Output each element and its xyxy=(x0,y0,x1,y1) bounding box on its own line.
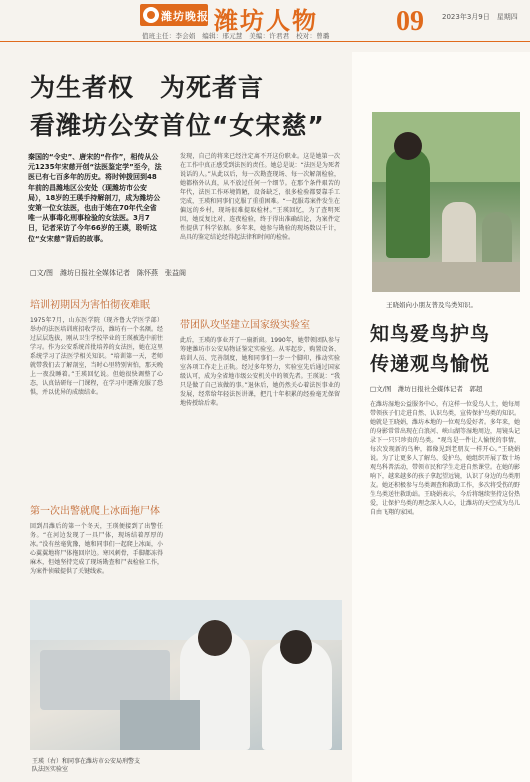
masthead xyxy=(0,0,530,40)
subhead-laboratory: 带团队攻坚建立国家级实验室 xyxy=(180,320,310,331)
body-column-1b: 回到昌潍后的第一个冬天，王瑛便接到了出警任务。“在河边发现了一具尸体，现场结着厚厚的冰。”没有丝毫犹豫，她和同事们一起爬上冰面，小心翼翼地将尸体拖回岸边。寒风刺骨，手脚都冻得麻木，但她坚持完成了现场勘查和尸表检验工作，为案件侦破提供了关键线索。 xyxy=(30,523,163,575)
header-divider xyxy=(0,41,530,42)
edition-date: 2023年3月9日 星期四 xyxy=(442,13,518,21)
right-byline: □文/图 潍坊日报社全媒体记者 郭超 xyxy=(370,385,483,393)
page-number: 09 xyxy=(396,6,424,37)
subhead-first-call: 第一次出警就爬上冰面拖尸体 xyxy=(30,506,160,517)
main-headline-line2: 看潍坊公安首位“女宋慈” xyxy=(30,111,325,140)
body-column-2b: 此后，王瑛的事业开了一扇新窗。1990年，她带领团队参与筹建潍坊市公安局物证鉴定实验室。从零起步，购置设备、培训人员、完善制度，她和同事们一步一个脚印，推动实验室各项工作走上正轨。经过多年努力，实验室先后通过国家级认可，成为全省地市级公安机关中的领先者。王瑛说：“我只是做了自己该做的事。”退休后，她仍然关心着法医事业的发展，经常给年轻法医讲课，把几十年积累的经验毫无保留地传授给后辈。 xyxy=(180,337,340,407)
section-title: 潍坊人物 xyxy=(214,7,318,35)
lead-text: 秦国的“令史”、唐宋的“仵作”，相传从公元1235年宋慈开创“法医鉴定学”至今，法医已有七百多年的历史。将时钟拨回到48年前的昌潍地区公安处（现潍坊市公安局），18岁的王瑛手持解剖刀，成为潍坊公安第一位女法医，也由于她在70年代全省唯一从事毒化刑事检验的女法医。3月7日，记者采访了今年66岁的王瑛，聆听这位“女宋慈”背后的故事。 xyxy=(28,153,162,243)
right-headline-line2: 传递观鸟愉悦 xyxy=(370,353,491,375)
body-column-1: 1975年7月，山东医学院（现齐鲁大学医学部）举办的法医培训班招收学员，潍坊有一个名额。经过层层选拔，刚从卫生学校毕业的王瑛被选中前往学习。作为公安系统首批培养的女法医，她在这里系统学习了法医学相关知识。“培训第一天，老师就带我们去了解剖室，当时心里特别害怕，那天晚上一夜没睡着。”王瑛回忆说。但她很快调整了心态，认真钻研每一门课程，在学习中逐渐克服了恐惧，并以优异的成绩结业。 xyxy=(30,317,163,396)
newspaper-logo xyxy=(140,4,208,26)
body-column-2: 发现，自己的将来已经注定离不开这份职业。这是她第一次在工作中真正感受到法医的责任。她总是说：“法医是为死者说话的人。”从此以后，每一次勘查现场、每一次解剖检验，她都格外认真，从不放过任何一个细节。在那个条件艰苦的年代，法医工作环境简陋，设备缺乏，很多检验都要靠手工完成，王瑛和同事们克服了重重困难。“一起服毒案件发生在偏远的乡村，现场很难提取检材。”王瑛回忆，为了查明死因，她反复比对、连夜检验，终于得出准确结论，为案件定性提供了科学依据。多年来，她参与勘验的现场数以千计，出具的鉴定结论经得起法律和时间的检验。 xyxy=(180,153,340,241)
right-body: 在潍坊湿地公益服务中心，有这样一位爱鸟人士，她每周带领孩子们走进自然、认识鸟类，宣传保护鸟类的知识。她就是王晓娟，潍坊本地的一位观鸟爱好者。多年来，她的身影常常出现在白浪河、峡山湖等湿地周边，用镜头记录下一只只珍贵的鸟类。“观鸟是一件让人愉悦的事情，每次发现新的鸟种，都像见到老朋友一样开心。”王晓娟说。为了让更多人了解鸟、爱护鸟，她组织开展了数十场观鸟科普活动，带领市民和学生走进自然课堂。在她的影响下，越来越多的孩子拿起望远镜，认识了身边的鸟类朋友。她还积极参与鸟类调查和救助工作，多次将受伤的野生鸟类送往救助站。王晓娟表示，今后将继续坚持这份热爱，让保护鸟类的理念深入人心，让潍坊的天空成为鸟儿自由飞翔的家园。 xyxy=(370,401,520,516)
lead-paragraph xyxy=(28,152,163,260)
right-headline-line1: 知鸟爱鸟护鸟 xyxy=(370,323,491,345)
main-headline-line1: 为生者权 为死者言 xyxy=(30,73,265,102)
lab-photo-caption: 王瑛（右）和同事在潍坊市公安局刑警支队法医实验室 xyxy=(32,758,141,773)
logo-text: 潍坊晚报 xyxy=(161,10,209,23)
seal-icon xyxy=(143,7,159,23)
birdwatching-caption: 王晓娟向小朋友普及鸟类知识。 xyxy=(386,301,477,309)
birdwatching-photo xyxy=(372,112,520,292)
staff-credits: 值班主任：李会娟 编辑：邢元慧 美编：许君君 校对：曾璐 xyxy=(142,32,330,40)
main-byline: □文/图 潍坊日报社全媒体记者 陈怀燕 张益阁 xyxy=(30,269,186,277)
lab-photo xyxy=(30,600,342,750)
subhead-training: 培训初期因为害怕彻夜难眠 xyxy=(30,300,150,311)
